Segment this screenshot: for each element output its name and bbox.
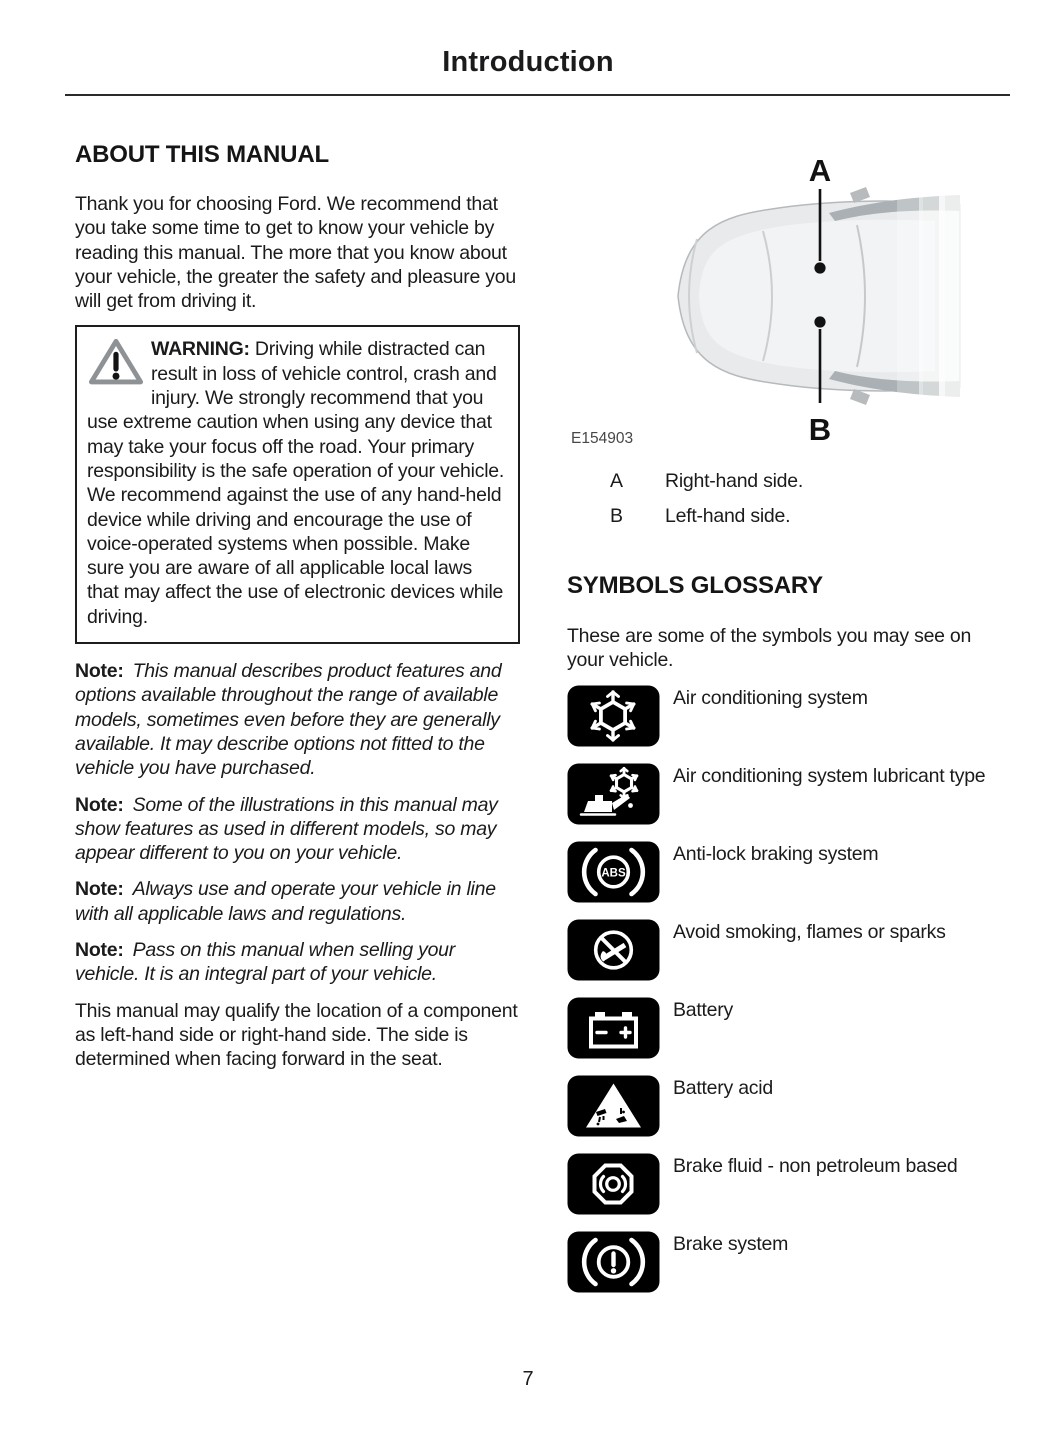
note-text: This manual describes product features and options available throughout the range of available models, sometimes even before they are generally available. It may describe options not fitted to the vehicle you have purchased. (75, 660, 502, 780)
symbols-glossary-heading: SYMBOLS GLOSSARY (567, 572, 823, 599)
battery-acid-icon (567, 1075, 660, 1137)
legend-row (610, 469, 1012, 493)
symbol-row (567, 1231, 1012, 1293)
note-paragraph (75, 877, 520, 926)
symbol-row (567, 1153, 1012, 1215)
warning-box (75, 325, 520, 644)
marker-b-label: B (808, 412, 832, 447)
legend-value: Right-hand side. (665, 470, 804, 492)
car-illustration (567, 141, 1012, 451)
symbol-label: Air conditioning system lubricant type (673, 764, 986, 787)
note-text: Pass on this manual when selling your vehicle. It is an integral part of your vehicle. (75, 939, 456, 986)
symbols-intro: These are some of the symbols you may see on your vehicle. (567, 625, 972, 672)
vehicle-top-view-figure (567, 141, 1012, 451)
note-text: Always use and operate your vehicle in line with all applicable laws and regulations. (75, 878, 496, 925)
left-column (75, 141, 520, 1072)
legend-key: A (610, 470, 623, 492)
symbol-row (567, 919, 1012, 981)
about-heading: ABOUT THIS MANUAL (75, 141, 329, 168)
page-number: 7 (522, 1368, 534, 1390)
note-label: Note: (75, 793, 124, 816)
symbol-row (567, 1075, 1012, 1137)
air-conditioning-icon (567, 685, 660, 747)
marker-a-label: A (808, 153, 832, 188)
page-header (0, 0, 1056, 96)
closing-paragraph: This manual may qualify the location of a component as left-hand side or right-hand side. The side is determined when facing forward in the seat. (75, 999, 518, 1071)
legend-value: Left-hand side. (665, 505, 791, 527)
abs-icon (567, 841, 660, 903)
legend-key: B (610, 505, 623, 527)
symbol-label: Anti-lock braking system (673, 842, 879, 865)
symbol-row (567, 685, 1012, 747)
right-column (567, 141, 1012, 1309)
warning-label: WARNING: (151, 338, 250, 361)
note-text: Some of the illustrations in this manual may show features as used in different models, so may appear different to you on your vehicle. (75, 793, 498, 865)
symbol-row (567, 841, 1012, 903)
page-title: Introduction (442, 46, 614, 78)
note-label: Note: (75, 660, 124, 683)
symbols-list (567, 685, 1012, 1293)
brake-system-icon (567, 1231, 660, 1293)
abs-icon-text: ABS (601, 867, 626, 880)
two-column-layout (75, 141, 1012, 1309)
symbol-label: Brake system (673, 1232, 789, 1255)
note-paragraph (75, 659, 520, 780)
ac-lubricant-icon (567, 763, 660, 825)
legend-row (610, 504, 1012, 528)
no-smoking-icon (567, 919, 660, 981)
note-paragraph (75, 938, 520, 987)
symbol-label: Battery acid (673, 1076, 773, 1099)
header-divider (65, 94, 1010, 96)
brake-fluid-icon (567, 1153, 660, 1215)
intro-paragraph: Thank you for choosing Ford. We recommend that you take some time to get to know your vehicle by reading this manual. The more that you know about your vehicle, the greater the safety and pleasure you will get from driving it. (75, 193, 516, 313)
symbol-row (567, 997, 1012, 1059)
warning-text: Driving while distracted can result in loss of vehicle control, crash and injury. We strongly recommend that you use extreme caution when using any device that may take your focus off the road. Your primary responsibility is the safe operation of your vehicle. We recommend against the use of any hand-held device while driving and encourage the use of voice-operated systems when possible. Make sure you are aware of all applicable local laws that may affect the use of electronic devices while driving. (87, 338, 505, 628)
note-label: Note: (75, 939, 124, 962)
symbol-label: Brake fluid - non petroleum based (673, 1154, 958, 1177)
symbol-label: Battery (673, 998, 734, 1021)
note-label: Note: (75, 878, 124, 901)
symbol-row (567, 763, 1012, 825)
symbol-label: Air conditioning system (673, 686, 868, 709)
figure-legend (610, 469, 1012, 528)
figure-caption: E154903 (571, 430, 634, 447)
battery-icon (567, 997, 660, 1059)
note-paragraph (75, 793, 520, 866)
warning-triangle-icon (87, 337, 145, 384)
symbol-label: Avoid smoking, flames or sparks (673, 920, 946, 943)
